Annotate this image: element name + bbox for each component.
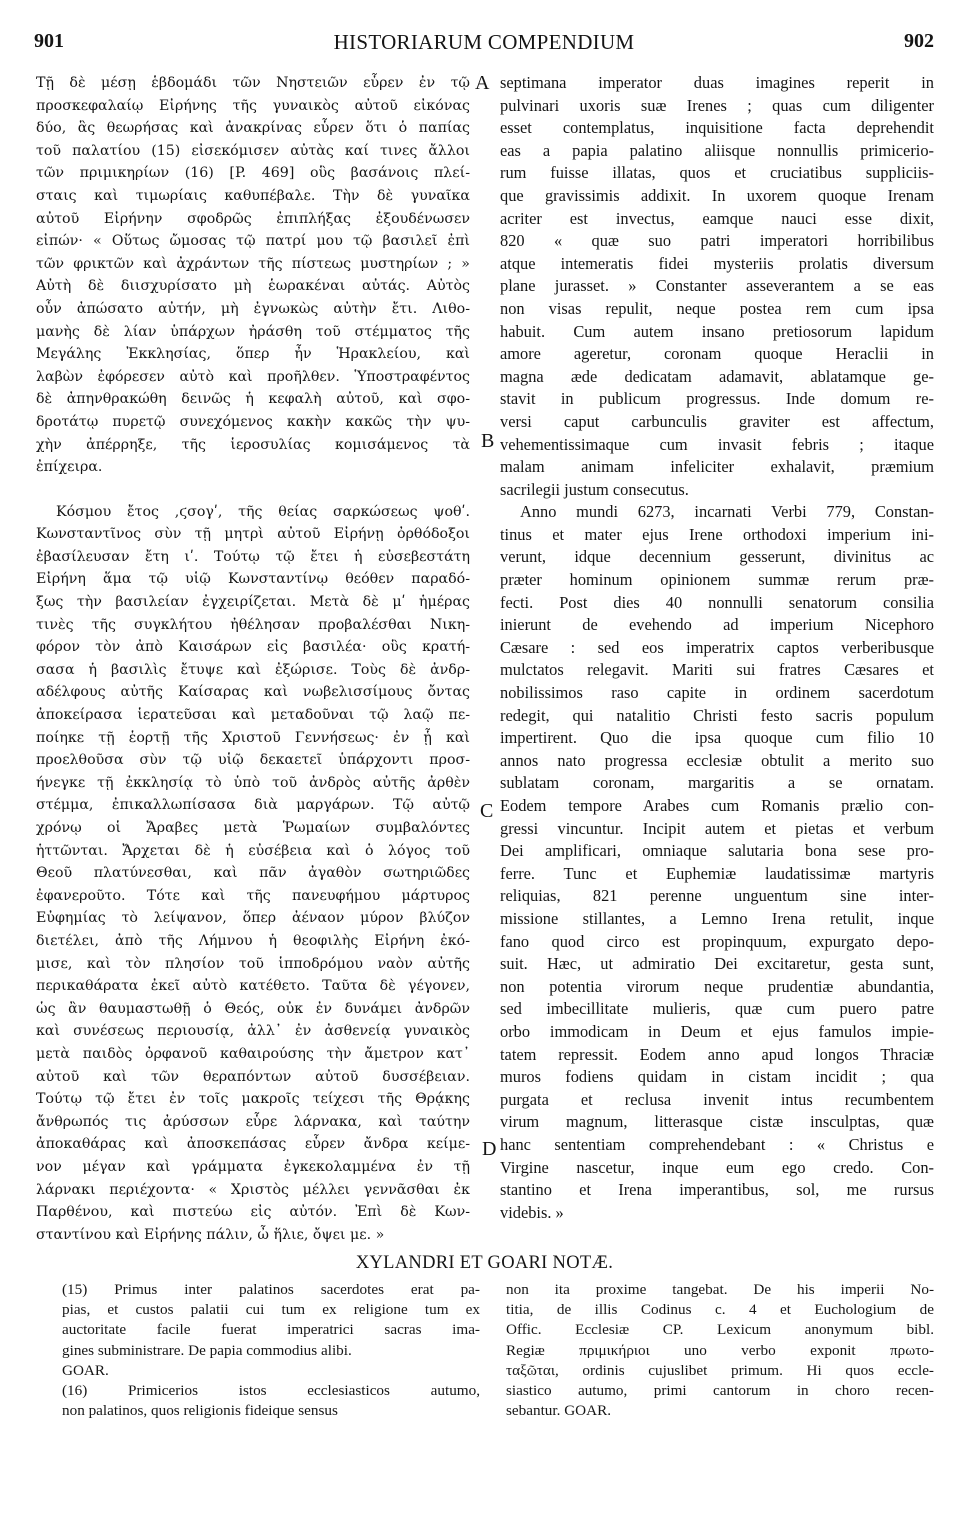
text-line: gressi vincuntur. Incipit autem et pietas et verbum <box>500 818 934 838</box>
text-line: ὡς ἂν θαυμαστωθῇ ὁ Θεός, οὐκ ἐν δυνάμει ἀνδρῶν <box>36 1000 470 1017</box>
text-line: Τούτῳ τῷ ἔτει ἐν τοῖς μακροῖς τείχεσι τῆς Θρᾴκης <box>36 1091 470 1108</box>
text-line: amore ageretur, coronam quoque Heraclii in <box>500 344 934 364</box>
text-line: μανὴς δὲ λίαν ὑπάρχων ἠράσθη τοῦ στέμματος τῆς <box>36 323 470 340</box>
text-line: magna æde dedicatam adamavit, ablatamque ge- <box>500 366 934 386</box>
paragraph-gap <box>36 479 470 501</box>
text-line: rum fuisse illatas, quos et cruciatibus suppliciis- <box>500 163 934 183</box>
page-header <box>34 30 934 60</box>
text-line: τοῦ παλατίου (15) εἰσεκόμισεν αὐτὰς καί τινες ἄλλοι <box>36 142 470 159</box>
text-line: titia, de illis Codinus c. 4 et Euchologium de <box>506 1301 934 1319</box>
text-line: μισε, καὶ τὸν πλησίον τοῦ ἱπποδρόμου ναὸν αὐτῆς <box>36 955 470 972</box>
text-line: inierunt de evehendo ad imperium Nicephoro <box>500 615 934 635</box>
text-line: que gravissimis addixit. In uxorem quoque Irenam <box>500 185 934 205</box>
text-line: non potentia virorum neque prudentiæ abundantia, <box>500 976 934 996</box>
text-line: non ita proxime tangebat. De his imperii No- <box>506 1281 934 1298</box>
text-line: fecti. Post dies 40 nonnulli senatorum consilia <box>500 592 934 612</box>
text-line: Παρθένου, καὶ πιστεύω εἰς αὐτόν. Ἐπὶ δὲ Κων- <box>36 1204 470 1221</box>
text-line: auctoritate facile fuerat imperatrici sacras ima- <box>62 1321 480 1339</box>
latin-column <box>500 72 934 1224</box>
text-line: sacrilegii justum consecutus. <box>500 479 689 499</box>
text-line: non palatinos, quos religionis fideique sensus <box>62 1402 338 1420</box>
text-line: suit. Hæc, ut admiratio Dei excitaretur, gesta sunt, <box>500 954 934 974</box>
text-line: eas a papia palatino aliisque nonnullis primicerio- <box>500 140 934 160</box>
text-line: ταξῶται, ordinis cujuslibet primum. Hi quos eccle- <box>506 1361 934 1379</box>
text-line: λάρνακι περιέχοντα· « Χριστὸς μέλλει γεννᾶσθαι ἐκ <box>36 1181 470 1198</box>
section-marker-b: B <box>481 430 495 452</box>
text-line: προελθοῦσα σὺν τῷ υἱῷ δεκαετεῖ ὑπάρχοντι προσ- <box>36 752 470 769</box>
text-line: plane jurasset. » Constanter asseverantem a se eas <box>500 276 934 296</box>
text-line: σταις καὶ τιμωρίαις καθυπέβαλε. Τὴν δὲ γυναῖκα <box>36 187 470 204</box>
text-line: tinus et mater ejus Irene orthodoxi imperium ini- <box>500 524 934 544</box>
text-line: ἀποκείρασα ἱερατεῦσαι καὶ μεταδοῦναι τῷ λαῷ πε- <box>36 707 470 724</box>
text-line: muros fodiens quidam in cistam incidit ; qua <box>500 1067 934 1087</box>
text-line: ἀποκαθάρας καὶ ἀποσκεπάσας εὗρεν ἄνδρα κείμε- <box>36 1136 470 1153</box>
text-line: (15) Primus inter palatinos sacerdotes erat pa- <box>62 1281 480 1298</box>
section-marker-c: C <box>480 800 494 822</box>
text-line: ferre. Tunc et Euphemiæ laudatissimæ martyris <box>500 863 934 883</box>
text-line: Μεγάλης Ἐκκλησίας, ὅπερ ἦν Ἡρακλείου, καὶ <box>36 346 470 363</box>
text-line: φόρον τὸν ἀπὸ Καισάρων εἰς βασιλέα· οὓς κρατή- <box>36 639 470 656</box>
text-line: sebantur. GOAR. <box>506 1402 612 1420</box>
text-line: ήνεγκε τῇ ἐκκλησίᾳ τὸ ὑπὸ τοῦ ἀνδρὸς αὐτῆς ἀρθὲν <box>36 774 470 791</box>
text-line: τῶν φρικτῶν καὶ ἀχράντων τῆς πίστεως μυστηρίων ; » <box>36 255 470 272</box>
text-line: sublatam coronam, margaritis a se ornatam. <box>500 773 934 793</box>
text-line: mulctatos relegavit. Mariti sui fratres Cæsares et <box>500 660 934 680</box>
text-line: Dei amplificari, omniaque salutaria bona sese pro- <box>500 841 934 861</box>
text-line: versi caput carbunculis graviter est affectum, <box>500 411 934 431</box>
text-line: redegit, qui natalitio Christi festo sacris populum <box>500 705 934 725</box>
text-line: ἡττῶνται. Ἄρχεται δὲ ἡ εὐσέβεια καὶ ὁ λόγος τοῦ <box>36 842 470 859</box>
text-line: χρόνῳ οἱ Ἄραβες μετὰ Ῥωμαίων συμβαλόντες <box>36 820 470 836</box>
text-line: stavit in publicum progressus. Inde domum re- <box>500 389 934 409</box>
text-line: σταντίνου καὶ Εἰρήνης πάλιν, ὦ ἥλιε, ὄψει με. » <box>36 1226 385 1243</box>
text-line: Εἰρήνη ἅμα τῷ υἱῷ Κωνσταντίνῳ θεόθεν παραδό- <box>36 571 470 588</box>
text-line: purgata et reclusa invenit intus recumbentem <box>500 1089 934 1109</box>
text-line: τῶν πριμικηρίων (16) [P. 469] οὓς βασάνοις πλεί- <box>36 165 470 182</box>
text-line: μετὰ παιδὸς ὀρφανοῦ καθαιρούσης τὴν ἄμετρον κατ᾽ <box>36 1045 470 1062</box>
text-line: Θεοῦ πλατύνεσθαι, καὶ πᾶν ἀγαθὸν σωτηριῶδες <box>36 865 470 882</box>
text-line: habuit. Cum autem insano pretiosorum lapidum <box>500 321 934 341</box>
section-marker-a: A <box>475 72 490 94</box>
text-line: ἐφανεροῦτο. Τότε καὶ τῆς πανευφήμου μάρτυρος <box>36 887 470 904</box>
text-line: septimana imperator duas imagines reperit in <box>500 73 934 92</box>
text-line: διετέλει, ἀπὸ τῆς Λήμνου ἡ θεοφιλὴς Εἰρήνη ἐκό- <box>36 932 470 949</box>
text-line: missione stillantes, a Lemno Irena retulit, inque <box>500 908 934 928</box>
text-line: σασα ἡ βασιλὶς ἔτυψε καὶ ἐξώρισε. Τοὺς δὲ ἀνδρ- <box>36 661 470 678</box>
text-line: annos nato progressa ecclesiæ obtulit a merito suo <box>500 750 934 770</box>
notes-title: XYLANDRI ET GOARI NOTÆ. <box>355 1253 614 1273</box>
text-line: τινὲς τῆς συγκλήτου ἠθέλησαν προβαλέσθαι Νικη- <box>36 616 470 633</box>
text-line: GOAR. <box>62 1361 109 1379</box>
text-line: pulvinari uxoris suæ Irenes ; quas cum diligenter <box>500 95 934 115</box>
text-line: χὴν ἀπέρρηξε, τῆς ἱεροσυλίας κομισάμενος τὰ <box>36 436 470 453</box>
text-line: videbis. » <box>500 1202 564 1222</box>
text-line: καὶ συνέσεως περιουσίᾳ, ἀλλ᾽ ἐν ἀσθενείᾳ γυναικὸς <box>36 1023 470 1040</box>
text-line: 820 « quæ suo patri imperatori horribilibus <box>500 231 934 251</box>
text-line: ἐβασίλευσαν ἔτη ιʹ. Τούτῳ τῷ ἔτει ἡ εὐσεβεστάτη <box>36 548 470 565</box>
text-line: Regiæ πριμικήριοι uno verbo exponit πρωτο- <box>506 1341 934 1359</box>
text-line: αὐτοῦ καὶ τῶν θεραπόντων αὐτοῦ δυσσέβειαν. <box>36 1068 470 1085</box>
text-line: εἰπών· « Οὕτως ὤμοσας τῷ πατρί μου τῷ βασιλεῖ ἐπὶ <box>36 233 470 250</box>
page-number-left: 901 <box>34 30 64 52</box>
text-line: præter hominum opinionem summæ rerum præ- <box>500 570 934 590</box>
text-line: fano quod circo est propinquum, expurgato depo- <box>500 931 934 951</box>
notes-left-column <box>62 1280 480 1421</box>
running-title: HISTORIARUM COMPENDIUM <box>333 30 635 54</box>
text-line: Eodem tempore Arabes cum Romanis prælio con- <box>500 796 934 815</box>
text-line: Αὐτὴ δὲ διισχυρίσατο μὴ ἑωρακέναι αὐτάς. Αὐτὸς <box>36 278 470 295</box>
text-line: οὖν ἀπώσατο αὐτήν, μὴ ἐγνωκὼς αὐτὴν ἔτι. Λιθο- <box>36 300 470 317</box>
text-line: αδέλφους αὐτῆς Καίσαρας καὶ νωβελισσίμους ὄντας <box>36 684 470 701</box>
text-line: ξως τὴν βασιλείαν ἐγχειρίζεται. Μετὰ δὲ μʹ ἡμέρας <box>36 594 470 611</box>
text-line: περικαθάρατα ἐκεῖ αὐτὸ κατέθετο. Ταῦτα δὲ γέγονεν, <box>36 978 470 995</box>
text-line: Εὐφημίας τὸ λείψανον, ὅπερ ἀέναον μύρον βλύζον <box>36 910 470 927</box>
text-line: δροτάτῳ πυρετῷ συνεχόμενος κακὴν κακῶς τὴν ψυ- <box>36 413 470 430</box>
text-line: (16) Primicerios istos ecclesiasticos autumo, <box>62 1381 480 1399</box>
text-line: orbo immodicam in Deum et ejus famulos impie- <box>500 1021 934 1041</box>
text-line: virum magnum, litterasque cistæ insculptas, quæ <box>500 1112 934 1132</box>
text-line: Κωνσταντῖνος σὺν τῇ μητρὶ αὐτοῦ Εἰρήνῃ ὀρθόδοξοι <box>36 526 470 543</box>
text-line: non visas repulit, neque postea rem cum ipsa <box>500 298 934 318</box>
text-line: ἄνθρωπός τις ἀρύσσων εὗρε λάρνακα, καὶ ταύτην <box>36 1113 470 1130</box>
text-line: ἐπίχειρα. <box>36 459 103 476</box>
text-line: esset contemplatus, inquisitione facta deprehendit <box>500 118 934 138</box>
text-line: νον μέγαν καὶ γράμματα ἐγκεκολαμμένα ἐν τῇ <box>36 1158 470 1175</box>
page-number-right: 902 <box>904 30 934 52</box>
text-line: tatem repressit. Eodem anno apud longos Thraciæ <box>500 1044 934 1064</box>
text-line: αὐτοῦ Εἰρήνην σφοδρῶς ἐπιπλήξας ἐξουδένωσεν <box>36 210 470 227</box>
text-line: στέμμα, ἐπικαλλωπίσασα διὰ μαργάρων. Τῷ αὐτῷ <box>36 797 470 814</box>
notes-right-column <box>506 1280 934 1421</box>
text-line: pias, et custos palatii cui tum ex religione tum ex <box>62 1301 480 1319</box>
text-line: stantino et Irena imperantibus, sol, me rursus <box>500 1180 934 1200</box>
text-line: sed imbecillitate mulieris, quæ cum puero patre <box>500 999 934 1019</box>
text-line: malam animam infeliciter exhalavit, præmium <box>500 457 934 477</box>
text-line: impertirent. Quo die ipsa quoque cum filio 10 <box>500 728 934 748</box>
text-line: Κόσμου ἔτος ,ϛσογʹ, τῆς θείας σαρκώσεως ψοθʹ. <box>56 503 470 520</box>
text-line: siastico autumo, primi cantorum in choro recen- <box>506 1381 934 1399</box>
text-line: nobilissimos raso capite in ordinem sacerdotum <box>500 683 934 703</box>
text-line: δύο, ἃς θεωρήσας καὶ ἀνακρίνας εὗρεν ὅτι ὁ παπίας <box>36 120 470 137</box>
greek-column <box>36 72 470 1246</box>
text-line: verunt, idque decennium gesserunt, divinitus ac <box>500 547 934 567</box>
text-line: ποίηκε τῇ ἑορτῇ τῆς Χριστοῦ Γεννήσεως· ἐν ᾗ καὶ <box>36 729 470 746</box>
text-line: Offic. Ecclesiæ CP. Lexicum anonymum bibl. <box>506 1321 934 1339</box>
section-marker-d: D <box>482 1138 497 1160</box>
text-line: acriter est invectus, eamque nauci esse dixit, <box>500 208 934 228</box>
text-line: vehementissimaque cum invasit febris ; itaque <box>500 434 934 454</box>
text-line: atque intemeratis fidei mysteriis prolatis diversum <box>500 253 934 273</box>
text-line: προσκεφαλαίῳ Εἰρήνης τῆς γυναικὸς αὐτοῦ εἰκόνας <box>36 97 470 114</box>
text-line: Cæsare : sed eos imperatrix captos verberibusque <box>500 637 934 657</box>
text-line: reliquias, 821 perenne unguentum sine inter- <box>500 886 934 906</box>
text-line: λαβὼν ἐφόρεσεν αὐτὸ καὶ προῆλθεν. Ὑποστραφέντος <box>36 368 470 385</box>
text-line: gines subministrare. De papia commodius alibi. <box>62 1341 352 1359</box>
text-line: Anno mundi 6273, incarnati Verbi 779, Constan- <box>520 502 934 522</box>
text-line: hanc sententiam comprehendebant : « Christus e <box>500 1134 934 1154</box>
text-line: δὲ ἀπηνθρακώθη δεινῶς ἡ κεφαλὴ αὐτοῦ, καὶ σφο- <box>36 391 470 408</box>
text-line: Τῇ δὲ μέσῃ ἑβδομάδι τῶν Νηστειῶν εὗρεν ἐν τῷ <box>36 75 470 91</box>
text-line: Virgine nascetur, inque eum ego credo. Con- <box>500 1157 934 1177</box>
